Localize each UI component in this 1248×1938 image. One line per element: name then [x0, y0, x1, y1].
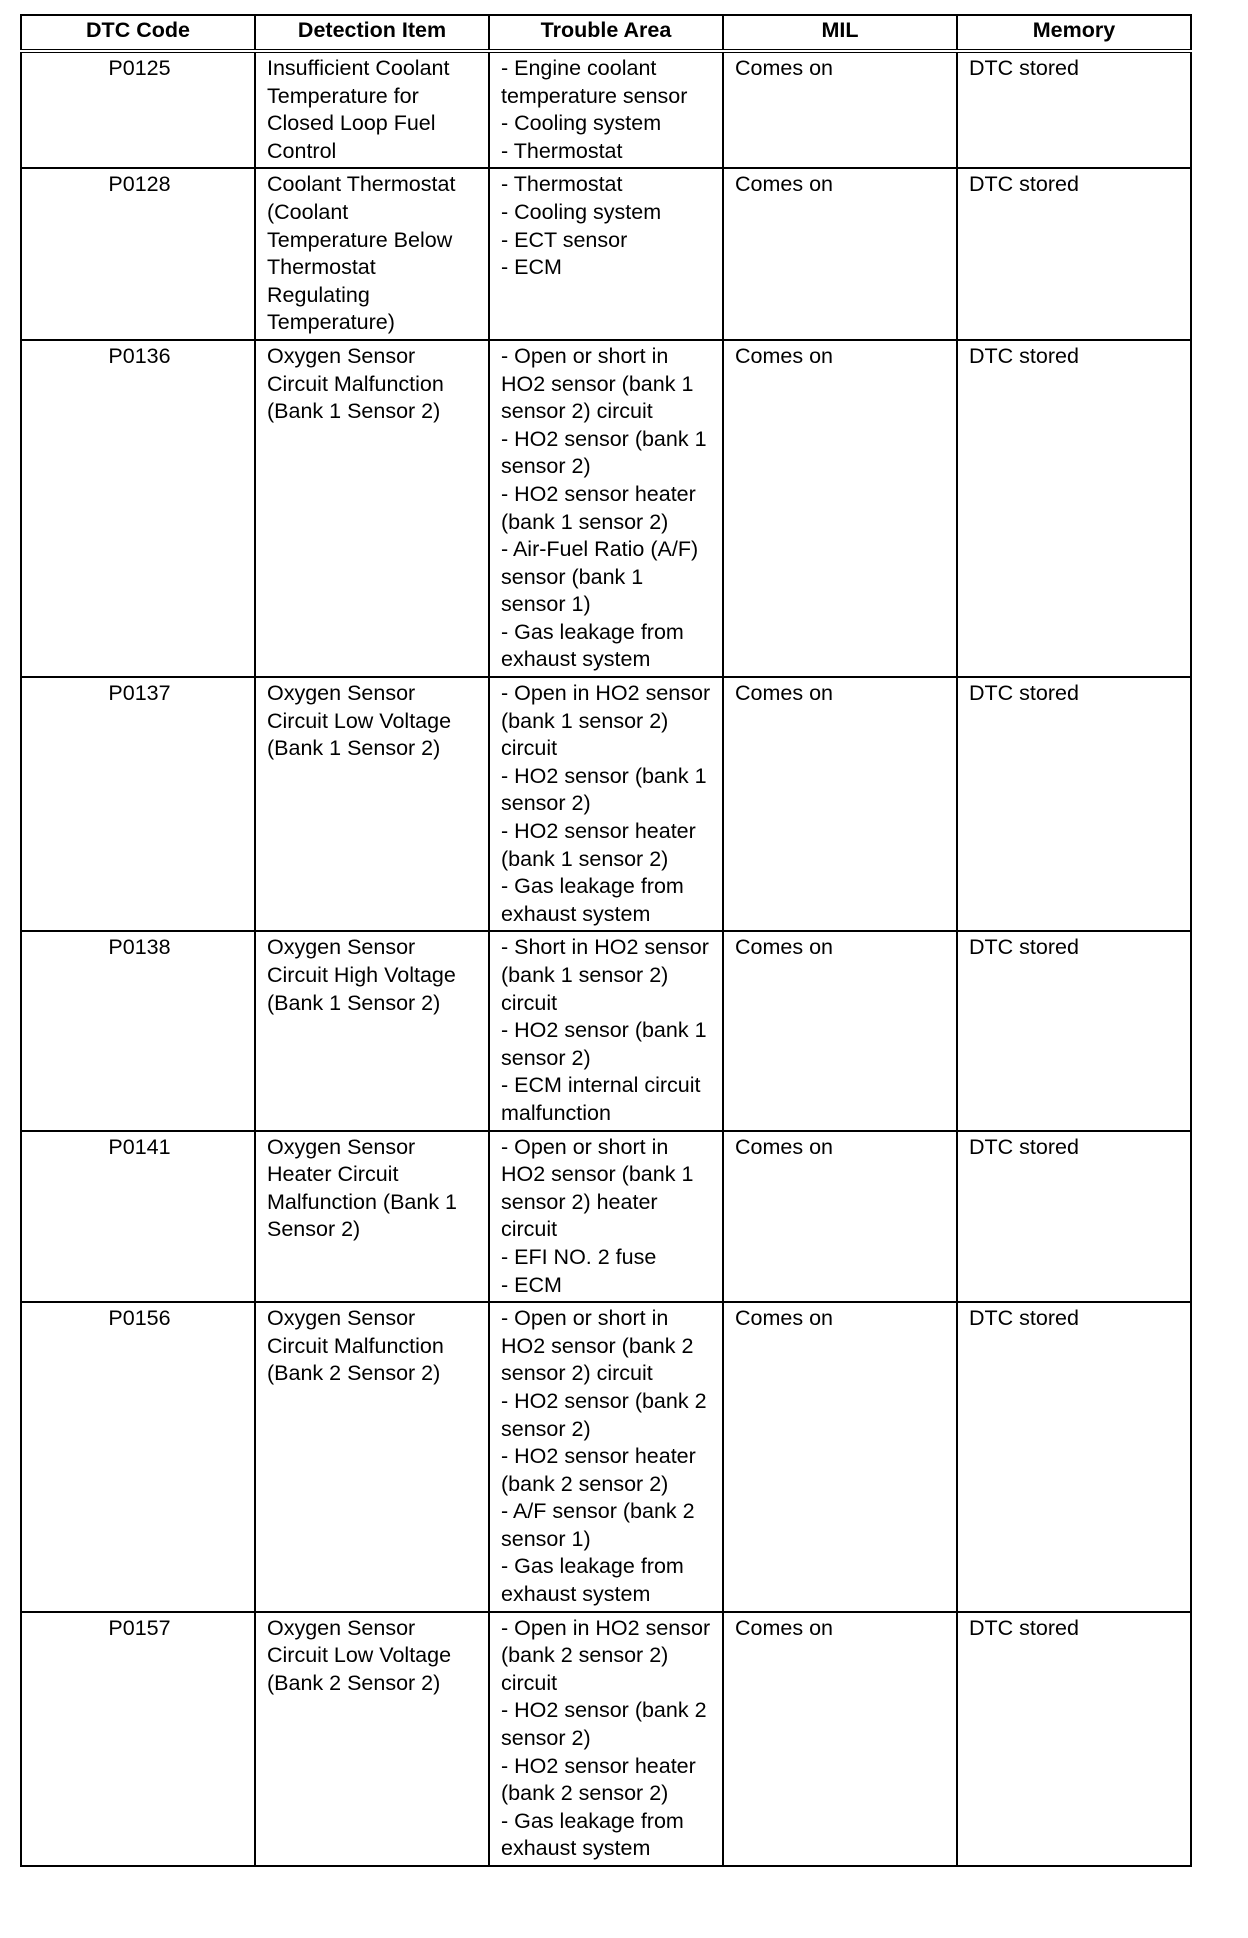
trouble-area-line: - HO2 sensor (bank 1	[501, 763, 707, 788]
detection-item-line: (Coolant	[267, 199, 349, 224]
trouble-area-line: sensor 2) circuit	[501, 1361, 653, 1386]
trouble-area-cell	[489, 51, 723, 168]
trouble-area-line: - Air-Fuel Ratio (A/F)	[501, 537, 699, 562]
trouble-area-line: - HO2 sensor (bank 2	[501, 1698, 707, 1723]
detection-item-line: Oxygen Sensor	[267, 935, 416, 960]
detection-item-line: (Bank 1 Sensor 2)	[267, 736, 441, 761]
trouble-area-line: - HO2 sensor heater	[501, 1753, 696, 1778]
trouble-area-cell	[489, 931, 723, 1130]
memory-cell: DTC stored	[957, 1131, 1191, 1303]
trouble-area-line: sensor (bank 1	[501, 564, 644, 589]
detection-item-cell	[255, 51, 489, 168]
trouble-area-line: - ECM internal circuit	[501, 1073, 701, 1098]
trouble-area-cell	[489, 1612, 723, 1866]
detection-item-line: Temperature for	[267, 83, 419, 108]
table-body	[21, 51, 1191, 1866]
mil-cell: Comes on	[723, 1612, 957, 1866]
header-memory: Memory	[957, 15, 1191, 51]
trouble-area-line: sensor 2)	[501, 1045, 591, 1070]
trouble-area-line: malfunction	[501, 1100, 611, 1125]
table-row	[21, 168, 1191, 340]
trouble-area-line: (bank 1 sensor 2)	[501, 509, 669, 534]
detection-item-line: Oxygen Sensor	[267, 343, 416, 368]
trouble-area-line: sensor 2)	[501, 454, 591, 479]
header-trouble-area: Trouble Area	[489, 15, 723, 51]
detection-item-line: Heater Circuit	[267, 1162, 399, 1187]
trouble-area-cell	[489, 677, 723, 931]
mil-cell: Comes on	[723, 168, 957, 340]
mil-cell: Comes on	[723, 1131, 957, 1303]
trouble-area-line: - ECM	[501, 255, 562, 280]
trouble-area-line: - EFI NO. 2 fuse	[501, 1244, 657, 1269]
trouble-area-cell	[489, 168, 723, 340]
detection-item-line: Control	[267, 138, 337, 163]
detection-item-line: Closed Loop Fuel	[267, 111, 436, 136]
trouble-area-line: sensor 1)	[501, 1526, 591, 1551]
trouble-area-line: exhaust system	[501, 1836, 651, 1861]
trouble-area-line: (bank 2 sensor 2)	[501, 1643, 669, 1668]
trouble-area-line: - HO2 sensor (bank 1	[501, 1018, 707, 1043]
trouble-area-line: - Short in HO2 sensor	[501, 935, 709, 960]
memory-cell: DTC stored	[957, 677, 1191, 931]
detection-item-line: Oxygen Sensor	[267, 1615, 416, 1640]
trouble-area-line: - Cooling system	[501, 199, 662, 224]
trouble-area-line: - Engine coolant	[501, 56, 657, 80]
trouble-area-line: sensor 2)	[501, 1416, 591, 1441]
memory-cell: DTC stored	[957, 931, 1191, 1130]
memory-cell: DTC stored	[957, 51, 1191, 168]
dtc-code-cell: P0128	[21, 168, 255, 340]
trouble-area-line: sensor 1)	[501, 592, 591, 617]
detection-item-line: Insufficient Coolant	[267, 56, 450, 80]
trouble-area-line: exhaust system	[501, 647, 651, 672]
trouble-area-line: HO2 sensor (bank 2	[501, 1333, 694, 1358]
trouble-area-line: sensor 2) heater	[501, 1189, 658, 1214]
detection-item-line: Malfunction (Bank 1	[267, 1189, 458, 1214]
detection-item-line: Oxygen Sensor	[267, 1306, 416, 1331]
detection-item-line: Oxygen Sensor	[267, 681, 416, 706]
trouble-area-line: - Gas leakage from	[501, 1554, 684, 1579]
trouble-area-line: exhaust system	[501, 901, 651, 926]
trouble-area-line: temperature sensor	[501, 83, 688, 108]
detection-item-line: Thermostat	[267, 255, 376, 280]
detection-item-line: Oxygen Sensor	[267, 1134, 416, 1159]
trouble-area-line: - Open in HO2 sensor	[501, 681, 711, 706]
dtc-table	[20, 14, 1192, 1867]
trouble-area-cell	[489, 340, 723, 677]
detection-item-line: (Bank 2 Sensor 2)	[267, 1670, 441, 1695]
detection-item-line: (Bank 1 Sensor 2)	[267, 990, 441, 1015]
detection-item-cell	[255, 1131, 489, 1303]
detection-item-line: Circuit Malfunction	[267, 1333, 444, 1358]
trouble-area-line: - Open or short in	[501, 1306, 669, 1331]
detection-item-line: Coolant Thermostat	[267, 172, 456, 197]
detection-item-cell	[255, 931, 489, 1130]
trouble-area-line: circuit	[501, 1670, 558, 1695]
table-row	[21, 677, 1191, 931]
dtc-code-cell: P0125	[21, 51, 255, 168]
table-row	[21, 931, 1191, 1130]
detection-item-cell	[255, 340, 489, 677]
trouble-area-line: - Open or short in	[501, 343, 669, 368]
memory-cell: DTC stored	[957, 1302, 1191, 1612]
table-row	[21, 1612, 1191, 1866]
trouble-area-line: - HO2 sensor (bank 1	[501, 426, 707, 451]
trouble-area-line: (bank 1 sensor 2)	[501, 963, 669, 987]
trouble-area-line: sensor 2)	[501, 791, 591, 816]
mil-cell: Comes on	[723, 340, 957, 677]
dtc-code-cell: P0141	[21, 1131, 255, 1303]
dtc-code-cell: P0156	[21, 1302, 255, 1612]
table-row	[21, 340, 1191, 677]
trouble-area-line: HO2 sensor (bank 1	[501, 371, 694, 396]
trouble-area-cell	[489, 1131, 723, 1303]
trouble-area-line: - HO2 sensor heater	[501, 1444, 696, 1469]
trouble-area-line: - Gas leakage from	[501, 619, 684, 644]
mil-cell: Comes on	[723, 1302, 957, 1612]
header-mil: MIL	[723, 15, 957, 51]
dtc-code-cell: P0137	[21, 677, 255, 931]
detection-item-line: Regulating	[267, 282, 370, 307]
trouble-area-line: exhaust system	[501, 1582, 651, 1607]
trouble-area-line: - ECT sensor	[501, 227, 628, 252]
detection-item-line: (Bank 1 Sensor 2)	[267, 399, 441, 424]
trouble-area-line: (bank 2 sensor 2)	[501, 1781, 669, 1806]
detection-item-line: Temperature)	[267, 310, 395, 335]
header-dtc-code: DTC Code	[21, 15, 255, 51]
trouble-area-line: (bank 1 sensor 2)	[501, 846, 669, 871]
mil-cell: Comes on	[723, 51, 957, 168]
table-row	[21, 1131, 1191, 1303]
trouble-area-line: (bank 2 sensor 2)	[501, 1471, 669, 1496]
trouble-area-line: - A/F sensor (bank 2	[501, 1499, 695, 1524]
table-row	[21, 51, 1191, 168]
memory-cell: DTC stored	[957, 340, 1191, 677]
trouble-area-line: sensor 2)	[501, 1726, 591, 1751]
dtc-code-cell: P0157	[21, 1612, 255, 1866]
trouble-area-line: circuit	[501, 990, 558, 1015]
trouble-area-line: - ECM	[501, 1272, 562, 1297]
trouble-area-line: - Open or short in	[501, 1134, 669, 1159]
mil-cell: Comes on	[723, 677, 957, 931]
trouble-area-line: sensor 2) circuit	[501, 399, 653, 424]
trouble-area-line: - Gas leakage from	[501, 874, 684, 899]
trouble-area-line: - Thermostat	[501, 138, 623, 163]
detection-item-line: Circuit Low Voltage	[267, 708, 452, 733]
trouble-area-line: - HO2 sensor heater	[501, 481, 696, 506]
trouble-area-line: (bank 1 sensor 2)	[501, 708, 669, 733]
trouble-area-line: - Gas leakage from	[501, 1808, 684, 1833]
detection-item-line: Temperature Below	[267, 227, 453, 252]
memory-cell: DTC stored	[957, 1612, 1191, 1866]
trouble-area-line: - HO2 sensor (bank 2	[501, 1388, 707, 1413]
header-detection-item: Detection Item	[255, 15, 489, 51]
trouble-area-line: - HO2 sensor heater	[501, 819, 696, 844]
trouble-area-line: - Cooling system	[501, 111, 662, 136]
trouble-area-line: - Open in HO2 sensor	[501, 1615, 711, 1640]
detection-item-cell	[255, 1302, 489, 1612]
trouble-area-line: HO2 sensor (bank 1	[501, 1162, 694, 1187]
trouble-area-line: circuit	[501, 736, 558, 761]
detection-item-line: Circuit High Voltage	[267, 963, 456, 987]
dtc-code-cell: P0138	[21, 931, 255, 1130]
detection-item-line: Circuit Low Voltage	[267, 1643, 452, 1668]
header-row	[21, 15, 1191, 51]
table-header	[21, 15, 1191, 51]
detection-item-line: Sensor 2)	[267, 1217, 361, 1242]
detection-item-cell	[255, 1612, 489, 1866]
trouble-area-line: - Thermostat	[501, 172, 623, 197]
detection-item-line: Circuit Malfunction	[267, 371, 444, 396]
trouble-area-cell	[489, 1302, 723, 1612]
mil-cell: Comes on	[723, 931, 957, 1130]
detection-item-line: (Bank 2 Sensor 2)	[267, 1361, 441, 1386]
detection-item-cell	[255, 677, 489, 931]
dtc-code-cell: P0136	[21, 340, 255, 677]
memory-cell: DTC stored	[957, 168, 1191, 340]
table-row	[21, 1302, 1191, 1612]
trouble-area-line: circuit	[501, 1217, 558, 1242]
detection-item-cell	[255, 168, 489, 340]
